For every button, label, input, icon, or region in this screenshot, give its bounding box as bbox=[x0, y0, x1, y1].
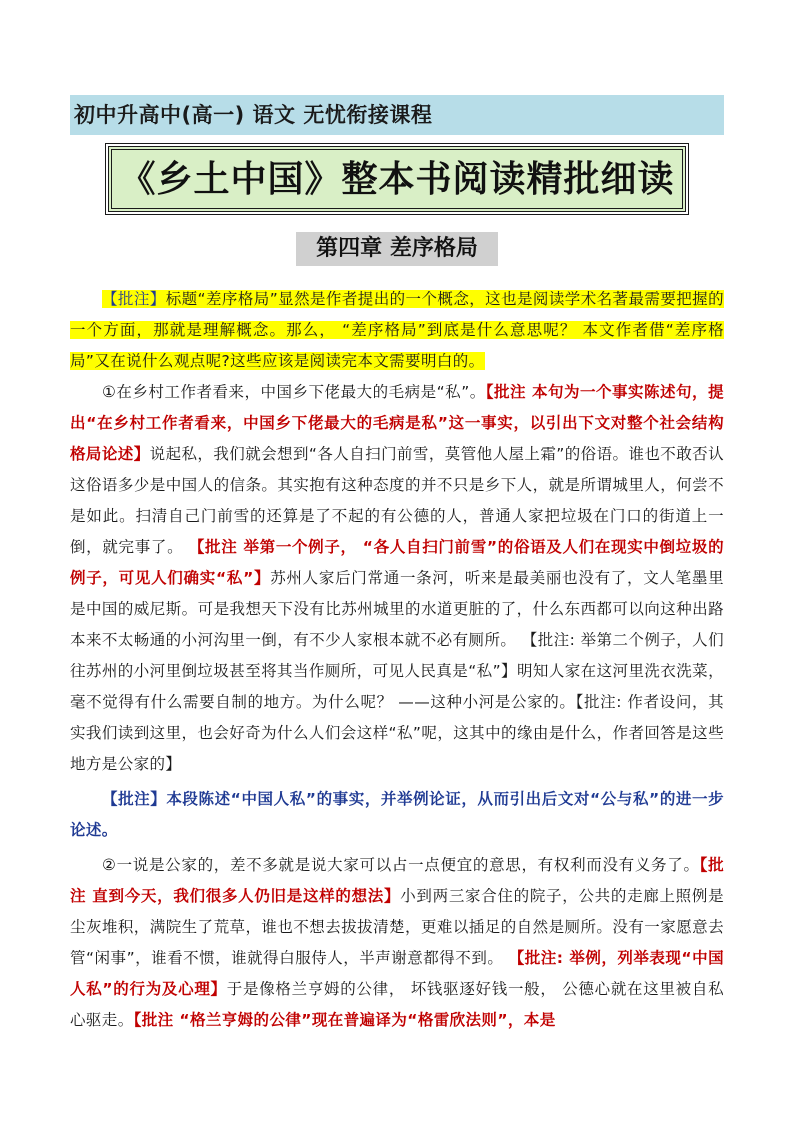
p1-sentence-4: 明知人家在这河里洗衣洗菜，毫不觉得有什么需要自制的地方。为什么呢？ ——这种小河是公家的。 bbox=[70, 662, 724, 711]
intro-annotation-tag: 【批注】 bbox=[102, 290, 166, 308]
p2-annotation-1: 【批注 直到今天，我们很多人仍旧是这样的想法】 bbox=[70, 856, 724, 905]
course-title: 初中升高中(高一) 语文 无忧衔接课程 bbox=[74, 103, 433, 127]
p2-sentence-3: 于是像格兰亨姆的公律， 坏钱驱逐好钱一般， 公德心就在这里被自私心驱走。 bbox=[70, 980, 724, 1029]
course-header-banner bbox=[70, 95, 724, 135]
paragraph-2 bbox=[70, 850, 724, 1036]
summary-annotation bbox=[70, 784, 724, 846]
chapter-title: 第四章 差序格局 bbox=[316, 236, 478, 261]
summary-annotation-text: 本段陈述“中国人私”的事实，并举例论证，从而引出后文对“公与私”的进一步论述。 bbox=[70, 790, 724, 839]
book-title: 《乡土中国》整本书阅读精批细读 bbox=[119, 158, 675, 200]
intro-annotation-text: 标题“差序格局”显然是作者提出的一个概念，这也是阅读学术名著最需要把握的一个方面，那就是理解概念。那么， “差序格局”到底是什么意思呢？ 本文作者借“差序格局”又在说什么观点呢?这些应该是阅读完本文需要明白的。 bbox=[70, 290, 724, 370]
p1-sentence-3: 苏州人家后门常通一条河，听来是最美丽也没有了，文人笔墨里是中国的威尼斯。可是我想天下没有比苏州城里的水道更脏的了，什么东西都可以向这种出路本来不太畅通的小河沟里一倒，有不少人家根本就不必有厕所。 bbox=[70, 569, 725, 649]
p1-sentence-2: 说起私，我们就会想到“各人自扫门前雪，莫管他人屋上霜”的俗语。谁也不敢否认这俗语多少是中国人的信条。其实抱有这种态度的并不只是乡下人，就是所谓城里人，何尝不是如此。扫清自己门前雪的还算是了不起的有公德的人，普通人家把垃圾在门口的街道上一倒，就完事了。 bbox=[70, 445, 724, 556]
p1-annotation-3: 【批注: 举第二个例子，人们往苏州的小河里倒垃圾甚至将其当作厕所，可见人民真是“私”】 bbox=[70, 631, 725, 680]
chapter-title-box bbox=[296, 232, 498, 266]
summary-annotation-tag: 【批注】 bbox=[102, 790, 167, 808]
paragraph-1 bbox=[70, 377, 724, 780]
p1-annotation-4: 【批注: 作者设问，其实我们读到这里，也会好奇为什么人们会这样“私”呢，这其中的缘由是什么，作者回答是这些地方是公家的】 bbox=[70, 693, 724, 773]
intro-annotation bbox=[70, 284, 724, 377]
p2-sentence-1: ②一说是公家的，差不多就是说大家可以占一点便宜的意思，有权利而没有义务了。 bbox=[102, 856, 700, 874]
p2-annotation-2: 【批注: 举例，列举表现“中国人私”的行为及心理】 bbox=[70, 949, 724, 998]
document-body bbox=[70, 284, 724, 1036]
p2-sentence-2: 小到两三家合住的院子，公共的走廊上照例是尘灰堆积，满院生了荒草，谁也不想去拔拔清楚，更难以插足的自然是厕所。没有一家愿意去管“闲事”，谁看不惯，谁就得白服侍人，半声谢意都得不到。 bbox=[70, 887, 724, 967]
p1-annotation-1: 【批注 本句为一个事实陈述句，提出“在乡村工作者看来，中国乡下佬最大的毛病是私”这一事实，以引出下文对整个社会结构格局论述】 bbox=[70, 383, 724, 463]
p1-sentence-1: ①在乡村工作者看来，中国乡下佬最大的毛病是“私”。 bbox=[102, 383, 486, 401]
p2-annotation-3: 【批注 “格兰亨姆的公律”现在普遍译为“格雷欣法则”，本是 bbox=[133, 1011, 556, 1029]
book-title-frame bbox=[108, 146, 686, 212]
p1-annotation-2: 【批注 举第一个例子， “各人自扫门前雪”的俗语及人们在现实中倒垃圾的例子，可见人们确实“私”】 bbox=[70, 538, 724, 587]
